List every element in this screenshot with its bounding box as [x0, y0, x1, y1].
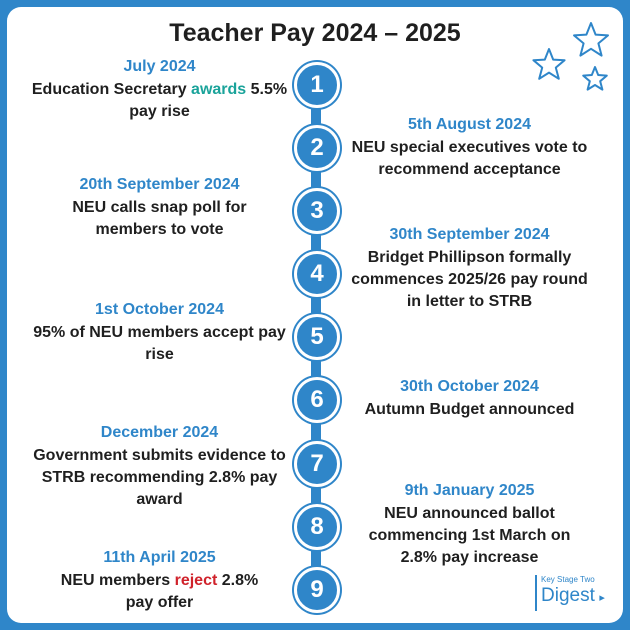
event-date: 9th January 2025: [404, 482, 535, 499]
event-date: 30th October 2024: [400, 378, 539, 395]
timeline-event-9: [17, 548, 302, 614]
event-description: NEU special executives vote to recommend acceptance: [351, 139, 588, 178]
timeline-event-4: [327, 225, 612, 313]
event-description: Government submits evidence to STRB recommending 2.8% pay award: [33, 447, 286, 508]
event-date: 30th September 2024: [389, 226, 550, 243]
timeline-event-8: [327, 481, 612, 569]
step-number-5: 5: [294, 314, 340, 360]
step-number-8: 8: [294, 504, 340, 550]
event-description: NEU members reject 2.8% pay offer: [60, 572, 259, 611]
event-date: 11th April 2025: [103, 549, 216, 566]
timeline-event-7: [17, 423, 302, 511]
highlight-word: reject: [174, 572, 218, 589]
logo-main-text: Digest: [541, 585, 595, 606]
event-description: NEU announced ballot commencing 1st March on 2.8% pay increase: [368, 505, 571, 566]
event-date: July 2024: [123, 58, 196, 75]
event-description: Bridget Phillipson formally commences 2025/26 pay round in letter to STRB: [351, 249, 588, 310]
step-number-6: 6: [294, 377, 340, 423]
step-number-3: 3: [294, 188, 340, 234]
event-description: Autumn Budget announced: [364, 401, 575, 418]
highlight-word: awards: [191, 81, 247, 98]
timeline-event-3: [17, 175, 302, 241]
star-outline-icon: [583, 67, 607, 90]
logo-top-text: Key Stage Two: [541, 575, 595, 584]
event-date: December 2024: [100, 424, 219, 441]
event-date: 5th August 2024: [408, 116, 531, 133]
page-title: Teacher Pay 2024 – 2025: [169, 19, 461, 47]
event-description: Education Secretary awards 5.5% pay rise: [31, 81, 288, 120]
star-outline-icon: [533, 49, 564, 79]
play-triangle-icon: ▸: [599, 592, 605, 604]
timeline-event-2: [327, 115, 612, 181]
step-number-4: 4: [294, 251, 340, 297]
brand-logo: [535, 575, 621, 611]
step-number-9: 9: [294, 567, 340, 613]
infographic-card: [7, 7, 623, 623]
event-date: 20th September 2024: [79, 176, 240, 193]
timeline-event-5: [17, 300, 302, 366]
step-number-1: 1: [294, 62, 340, 108]
timeline-event-1: [17, 57, 302, 123]
star-outline-icon: [574, 23, 608, 56]
stars-decoration: [525, 19, 617, 101]
step-number-7: 7: [294, 441, 340, 487]
step-number-2: 2: [294, 125, 340, 171]
timeline-event-6: [327, 377, 612, 421]
event-date: 1st October 2024: [95, 301, 224, 318]
event-description: 95% of NEU members accept pay rise: [33, 324, 286, 363]
event-description: NEU calls snap poll for members to vote: [72, 199, 247, 238]
